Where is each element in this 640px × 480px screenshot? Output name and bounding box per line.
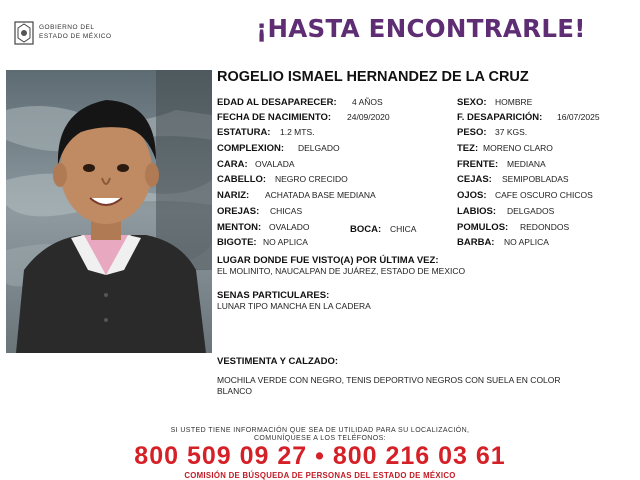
- clothing-title: VESTIMENTA Y CALZADO:: [217, 356, 339, 367]
- field-label: TEZ:: [457, 143, 479, 154]
- field-labios: [457, 206, 555, 217]
- commission-name: COMISIÓN DE BÚSQUEDA DE PERSONAS DEL ESTADO DE MÉXICO: [184, 471, 456, 480]
- field-menton: [217, 222, 310, 233]
- field-cara: [217, 159, 295, 170]
- field-value: OVALADO: [269, 222, 310, 232]
- last-seen-text: EL MOLINITO, NAUCALPAN DE JUÁREZ, ESTADO DE MEXICO: [217, 266, 466, 276]
- state-emblem-icon: [12, 20, 36, 46]
- field-value: NO APLICA: [504, 237, 549, 247]
- field-boca: [350, 224, 417, 235]
- field-label: FRENTE:: [457, 159, 499, 170]
- field-label: EDAD AL DESAPARECER:: [217, 97, 337, 108]
- field-fecha-desaparicion: [457, 112, 600, 123]
- marks-title: SENAS PARTICULARES:: [217, 290, 330, 301]
- field-value: SEMIPOBLADAS: [502, 174, 569, 184]
- notice-line2: COMUNÍQUESE A LOS TELÉFONOS:: [253, 435, 387, 442]
- field-value: CAFE OSCURO CHICOS: [495, 190, 593, 200]
- field-value: ACHATADA BASE MEDIANA: [265, 190, 376, 200]
- field-tez: [457, 143, 553, 154]
- field-label: POMULOS:: [457, 222, 509, 233]
- field-value: CHICAS: [270, 206, 303, 216]
- field-label: OREJAS:: [217, 206, 260, 217]
- logo-text-line2: ESTADO DE MÉXICO: [39, 33, 112, 40]
- field-value: MEDIANA: [507, 159, 546, 169]
- field-frente: [457, 159, 546, 170]
- field-value: NO APLICA: [263, 237, 308, 247]
- field-label: MENTON:: [217, 222, 262, 233]
- missing-person-photo: [6, 70, 212, 353]
- field-label: COMPLEXION:: [217, 143, 285, 154]
- field-value: OVALADA: [255, 159, 295, 169]
- field-bigote: [217, 237, 308, 248]
- government-logo: [12, 20, 122, 50]
- clothing-text-line2: BLANCO: [217, 386, 252, 396]
- hotline-phones: 800 509 09 27 • 800 216 03 61: [134, 442, 506, 470]
- headline: ¡HASTA ENCONTRARLE!: [256, 14, 586, 43]
- field-value: 16/07/2025: [557, 112, 600, 122]
- field-value: CHICA: [390, 224, 417, 234]
- field-barba: [457, 237, 549, 248]
- field-value: 1.2 MTS.: [280, 127, 315, 137]
- field-label: CABELLO:: [217, 174, 267, 185]
- field-complexion: [217, 143, 340, 154]
- field-value: 4 AÑOS: [352, 97, 383, 107]
- field-label: ESTATURA:: [217, 127, 271, 138]
- field-label: SEXO:: [457, 97, 487, 108]
- clothing-text-line1: MOCHILA VERDE CON NEGRO, TENIS DEPORTIVO NEGROS CON SUELA EN COLOR: [217, 375, 561, 385]
- field-value: MORENO CLARO: [483, 143, 553, 153]
- notice-line1: SI USTED TIENE INFORMACIÓN QUE SEA DE UTILIDAD PARA SU LOCALIZACIÓN,: [170, 427, 470, 434]
- field-value: HOMBRE: [495, 97, 533, 107]
- last-seen-title: LUGAR DONDE FUE VISTO(A) POR ÚLTIMA VEZ:: [217, 255, 439, 266]
- field-value: 24/09/2020: [347, 112, 390, 122]
- field-orejas: [217, 206, 303, 217]
- field-label: LABIOS:: [457, 206, 497, 217]
- field-label: CEJAS:: [457, 174, 492, 185]
- field-ojos: [457, 190, 593, 201]
- field-label: BARBA:: [457, 237, 495, 248]
- marks-text: LUNAR TIPO MANCHA EN LA CADERA: [217, 301, 371, 311]
- field-estatura: [217, 127, 315, 138]
- field-label: CARA:: [217, 159, 248, 170]
- field-cejas: [457, 174, 569, 185]
- field-label: BOCA:: [350, 224, 382, 235]
- field-value: 37 KGS.: [495, 127, 528, 137]
- field-label: F. DESAPARICIÓN:: [457, 112, 543, 123]
- field-cabello: [217, 174, 348, 185]
- field-peso: [457, 127, 528, 138]
- field-nacimiento: [217, 112, 390, 123]
- field-edad: [217, 97, 383, 108]
- field-label: PESO:: [457, 127, 487, 138]
- field-value: DELGADO: [298, 143, 340, 153]
- field-label: OJOS:: [457, 190, 487, 201]
- person-name: ROGELIO ISMAEL HERNANDEZ DE LA CRUZ: [217, 69, 529, 85]
- field-label: NARIZ:: [217, 190, 250, 201]
- field-nariz: [217, 190, 376, 201]
- field-label: FECHA DE NACIMIENTO:: [217, 112, 331, 123]
- logo-text-line1: GOBIERNO DEL: [39, 24, 95, 31]
- field-pomulos: [457, 222, 570, 233]
- field-value: REDONDOS: [520, 222, 570, 232]
- field-sexo: [457, 97, 533, 108]
- field-label: BIGOTE:: [217, 237, 257, 248]
- field-value: DELGADOS: [507, 206, 555, 216]
- field-value: NEGRO CRECIDO: [275, 174, 348, 184]
